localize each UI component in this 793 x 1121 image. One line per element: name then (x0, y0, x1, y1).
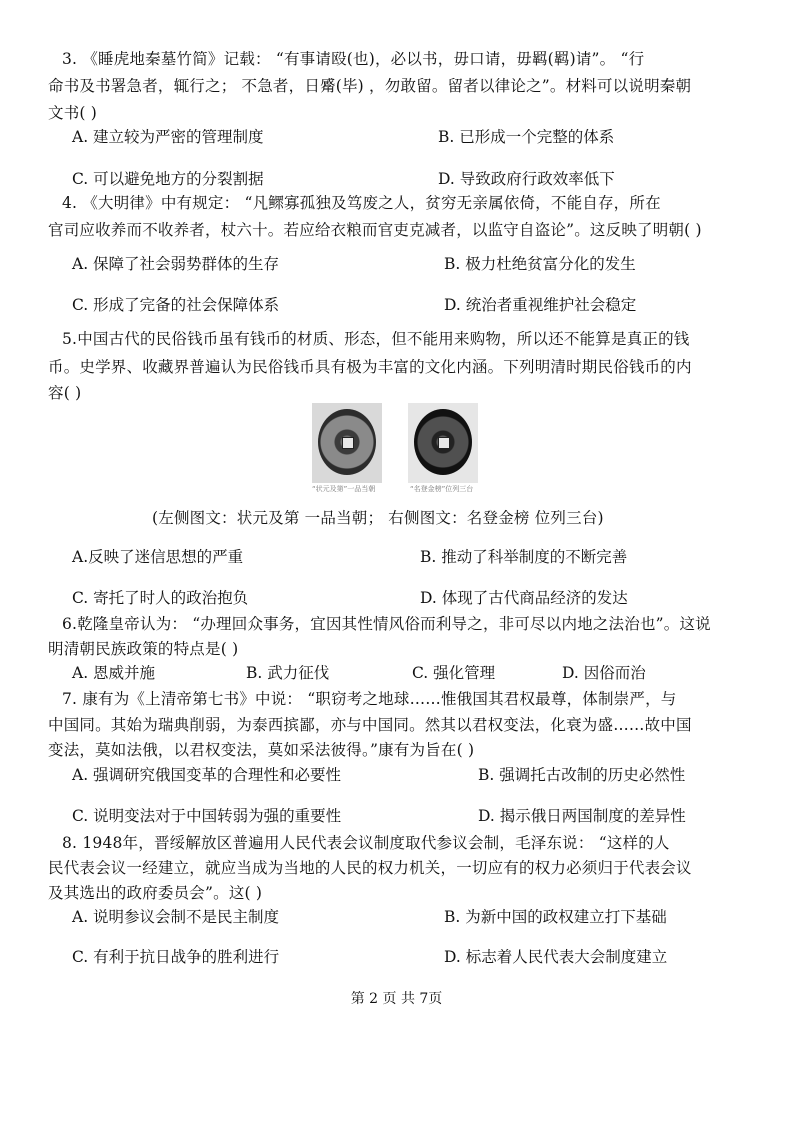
q8-option-c[interactable]: C. 有利于抗日战争的胜利进行 (72, 948, 280, 966)
q5-stem-line3: 容( ) (48, 384, 82, 402)
coin-left-icon (318, 409, 376, 475)
q6-option-c[interactable]: C. 强化管理 (412, 664, 496, 682)
q3-option-c[interactable]: C. 可以避免地方的分裂割据 (72, 170, 264, 188)
coin-figure (312, 403, 482, 495)
q5-image-caption: (左侧图文：状元及第 一品当朝； 右侧图文：名登金榜 位列三台) (152, 509, 604, 527)
q5-option-a[interactable]: A.反映了迷信思想的严重 (72, 548, 244, 566)
q8-stem-line2: 民代表会议一经建立，就应当成为当地的人民的权力机关，一切应有的权力必须归于代表会议 (48, 859, 692, 877)
q7-option-d[interactable]: D. 揭示俄日两国制度的差异性 (478, 807, 686, 825)
q6-option-b[interactable]: B. 武力征伐 (246, 664, 330, 682)
coin-caption-left: “状元及第”一品当朝 (312, 485, 376, 493)
q6-option-d[interactable]: D. 因俗而治 (562, 664, 646, 682)
q5-option-d[interactable]: D. 体现了古代商品经济的发达 (420, 589, 628, 607)
q5-stem-line2: 币。史学界、收藏界普遍认为民俗钱币具有极为丰富的文化内涵。下列明清时期民俗钱币的内 (48, 358, 692, 376)
q8-option-d[interactable]: D. 标志着人民代表大会制度建立 (444, 948, 668, 966)
q7-stem-line2: 中国同。其始为瑞典削弱，为泰西摈鄙，亦与中国同。然其以君权变法，化衰为盛……故中国 (48, 716, 692, 734)
q5-option-b[interactable]: B. 推动了科举制度的不断完善 (420, 548, 628, 566)
coin-caption-right: “名登金榜”位列三台 (410, 485, 474, 493)
q5-option-c[interactable]: C. 寄托了时人的政治抱负 (72, 589, 249, 607)
coin-right-icon (414, 409, 472, 475)
q4-option-b[interactable]: B. 极力杜绝贫富分化的发生 (444, 255, 636, 273)
q4-option-a[interactable]: A. 保障了社会弱势群体的生存 (72, 255, 280, 273)
coin-image-left (312, 403, 382, 483)
q8-option-a[interactable]: A. 说明参议会制不是民主制度 (72, 908, 280, 926)
coin-image-right (408, 403, 478, 483)
q7-option-b[interactable]: B. 强调托古改制的历史必然性 (478, 766, 686, 784)
q3-option-b[interactable]: B. 已形成一个完整的体系 (438, 128, 615, 146)
q4-option-c[interactable]: C. 形成了完备的社会保障体系 (72, 296, 280, 314)
q3-stem-line3: 文书( ) (48, 104, 98, 122)
q3-stem-line1: 3. 《睡虎地秦墓竹简》记载： “有事请殴(也)，必以书，毋口请，毋羁(羁)请”。 “行 (62, 50, 645, 68)
q7-option-a[interactable]: A. 强调研究俄国变革的合理性和必要性 (72, 766, 342, 784)
q6-stem-line1: 6.乾隆皇帝认为： “办理回众事务，宜因其性情风俗而利导之，非可尽以内地之法治也”。这说 (62, 615, 711, 633)
q7-stem-line3: 变法，莫如法俄，以君权变法，莫如采法彼得。”康有为旨在( ) (48, 741, 475, 759)
q3-stem-line2: 命书及书署急者，辄行之； 不急者，日觱(毕) ，勿敢留。留者以律论之”。材料可以说明秦朝 (48, 77, 692, 95)
q3-option-a[interactable]: A. 建立较为严密的管理制度 (72, 128, 264, 146)
q8-stem-line3: 及其选出的政府委员会”。这( ) (48, 884, 263, 902)
q8-stem-line1: 8. 1948年，晋绥解放区普遍用人民代表会议制度取代参议会制，毛泽东说： “这样的人 (62, 834, 670, 852)
q4-option-d[interactable]: D. 统治者重视维护社会稳定 (444, 296, 637, 314)
q4-stem-line2: 官司应收养而不收养者，杖六十。若应给衣粮而官吏克减者，以监守自盗论”。这反映了明朝( ) (48, 221, 702, 239)
q7-stem-line1: 7. 康有为《上清帝第七书》中说： “职窃考之地球……惟俄国其君权最尊，体制崇严，与 (62, 690, 677, 708)
q8-option-b[interactable]: B. 为新中国的政权建立打下基础 (444, 908, 667, 926)
q4-stem-line1: 4. 《大明律》中有规定： “凡鳏寡孤独及笃废之人，贫穷无亲属依倚，不能自存，所在 (62, 194, 661, 212)
q6-stem-line2: 明清朝民族政策的特点是( ) (48, 640, 239, 658)
page-footer: 第 2 页 共 7页 (350, 991, 443, 1007)
q7-option-c[interactable]: C. 说明变法对于中国转弱为强的重要性 (72, 807, 342, 825)
q5-stem-line1: 5.中国古代的民俗钱币虽有钱币的材质、形态，但不能用来购物，所以还不能算是真正的钱 (62, 330, 690, 348)
q3-option-d[interactable]: D. 导致政府行政效率低下 (438, 170, 615, 188)
q6-option-a[interactable]: A. 恩威并施 (72, 664, 156, 682)
